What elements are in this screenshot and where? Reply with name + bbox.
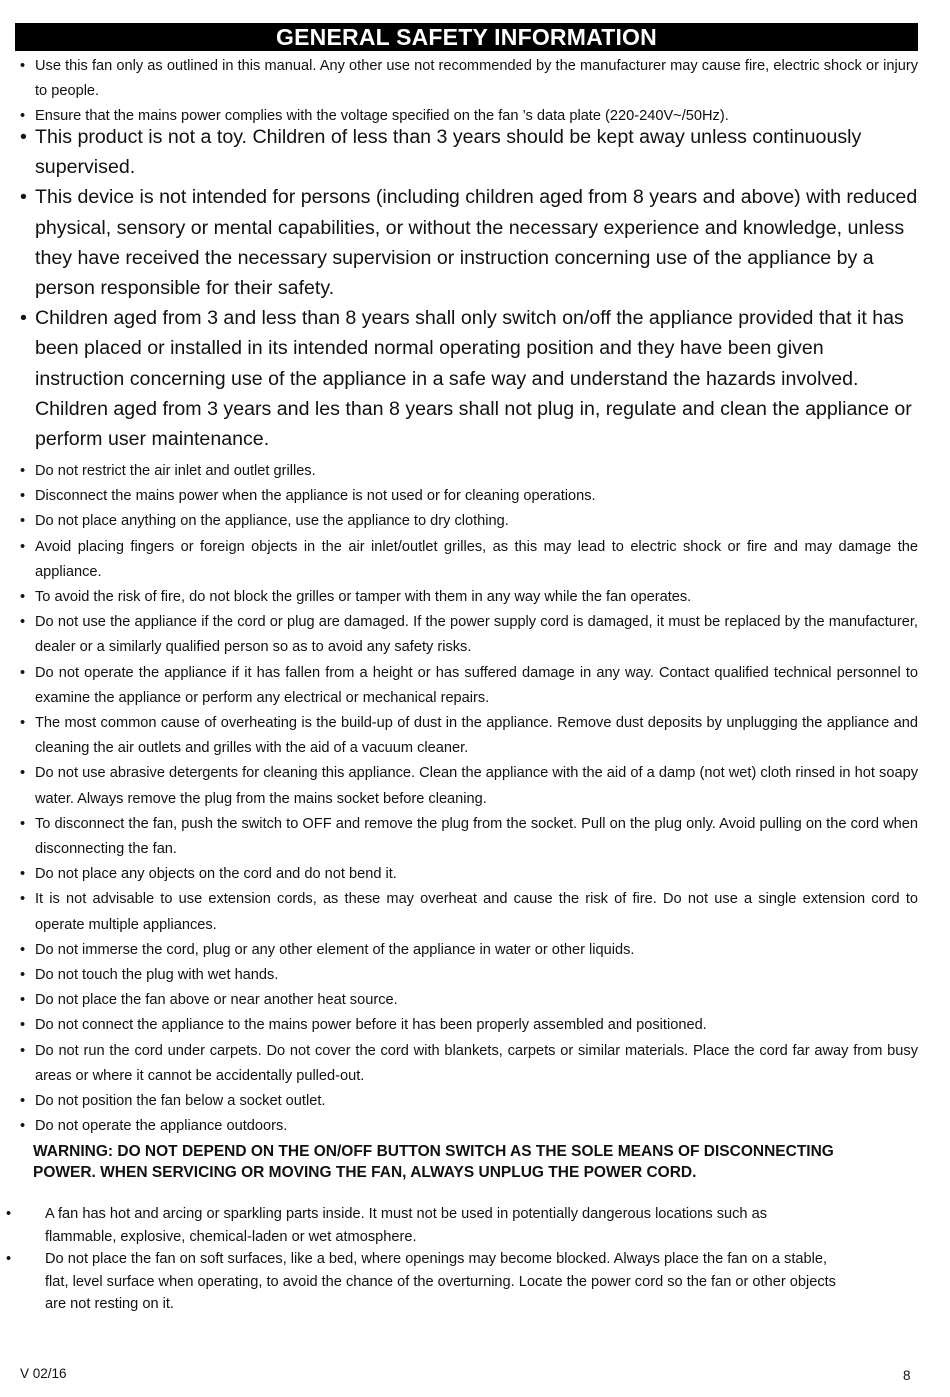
list-item <box>6 1248 838 1316</box>
list-item <box>18 1039 918 1089</box>
bullet-icon: • <box>6 1251 12 1267</box>
bullet-icon: • <box>20 58 26 74</box>
bullet-icon: • <box>20 815 26 832</box>
bullet-icon: • <box>20 941 26 958</box>
list-item-text: Ensure that the mains power complies with the voltage specified on the fan ’s data plate (220-240V~/50Hz). <box>35 108 729 125</box>
list-item-text: Do not use abrasive detergents for cleaning this appliance. Clean the appliance with the aid of a damp (not wet) cloth rinsed in hot soapy water. Always remove the plug from the mains socket before cleaning. <box>35 765 918 807</box>
list-item <box>18 585 918 610</box>
list-item <box>18 862 918 887</box>
list-item-text: Disconnect the mains power when the appliance is not used or for cleaning operations. <box>35 488 596 505</box>
list-item-text: Do not place the fan above or near another heat source. <box>35 992 398 1009</box>
bullet-icon: • <box>20 488 26 505</box>
list-item-text: Do not place the fan on soft surfaces, like a bed, where openings may become blocked. Always place the fan on a stable, flat, level surface when operating, to avoid the chance of the overturning. Locate the power cord so the fan or other objects are not resting on it. <box>45 1251 836 1312</box>
list-item-text: Avoid placing fingers or foreign objects in the air inlet/outlet grilles, as this may lead to electric shock or fire and may damage the appliance. <box>35 538 918 580</box>
list-item <box>18 1013 918 1038</box>
list-item <box>18 182 918 303</box>
list-item <box>18 459 918 484</box>
list-item <box>18 938 918 963</box>
bullet-icon: • <box>20 715 26 732</box>
list-item-text: This device is not intended for persons (including children aged from 8 years and above) with reduced physical, sensory or mental capabilities, or without the necessary experience and knowledge, unless they have received the necessary supervision or instruction concerning use of the appliance by a person responsible for their safety. <box>35 186 918 300</box>
warning-note: WARNING: DO NOT DEPEND ON THE ON/OFF BUTTON SWITCH AS THE SOLE MEANS OF DISCONNECTING POWER. WHEN SERVICING OR MOVING THE FAN, ALWAYS UNPLUG THE POWER CORD. <box>33 1143 834 1181</box>
list-item <box>18 509 918 534</box>
list-item-text: It is not advisable to use extension cords, as these may overheat and cause the risk of fire. Do not use a single extension cord to operate multiple appliances. <box>35 891 918 933</box>
safety-list-main <box>18 459 918 1139</box>
list-item-text: Do not position the fan below a socket outlet. <box>35 1093 326 1110</box>
list-item-text: Do not operate the appliance if it has fallen from a height or has suffered damage in any way. Contact qualified technical personnel to examine the appliance or perform any electrical or mechanical repairs. <box>35 664 918 706</box>
list-item-text: Do not run the cord under carpets. Do not cover the cord with blankets, carpets or similar materials. Place the cord far away from busy areas or where it cannot be accidentally pulled-out. <box>35 1042 918 1084</box>
list-item-text: Children aged from 3 and less than 8 years shall only switch on/off the appliance provided that it has been placed or installed in its intended normal operating position and they have been given instruction concerning use of the appliance in a safe way and understand the hazards involved. Children aged from 3 years and les than 8 years shall not plug in, regulate and clean the appliance or perform user maintenance. <box>35 307 912 451</box>
list-item-text: Do not restrict the air inlet and outlet grilles. <box>35 463 316 479</box>
bullet-icon: • <box>20 1017 26 1034</box>
list-item-text: Do not place anything on the appliance, use the appliance to dry clothing. <box>35 513 509 530</box>
list-item <box>18 535 918 585</box>
list-item <box>18 812 918 862</box>
list-item <box>18 1114 918 1139</box>
list-item-text: To avoid the risk of fire, do not block the grilles or tamper with them in any way while the fan operates. <box>35 589 692 606</box>
list-item <box>18 988 918 1013</box>
bullet-icon: • <box>20 589 26 606</box>
page-number: 8 <box>903 1368 911 1383</box>
list-item <box>18 761 918 811</box>
bullet-icon: • <box>20 1093 26 1110</box>
bullet-icon: • <box>20 992 26 1009</box>
list-item-text: Use this fan only as outlined in this manual. Any other use not recommended by the manufacturer may cause fire, electric shock or injury to people. <box>35 58 918 100</box>
bullet-icon: • <box>20 186 27 209</box>
bullet-icon: • <box>20 463 26 479</box>
list-item <box>18 303 918 454</box>
bullet-icon: • <box>20 1042 26 1059</box>
list-item-text: Do not use the appliance if the cord or plug are damaged. If the power supply cord is damaged, it must be replaced by the manufacturer, dealer or a similarly qualified person so as to avoid any safety risks. <box>35 614 918 656</box>
version-label: V 02/16 <box>20 1366 67 1381</box>
bullet-icon: • <box>6 1206 12 1222</box>
safety-list-intro <box>18 54 918 130</box>
list-item <box>18 54 918 104</box>
safety-list-children <box>18 122 918 454</box>
list-item-text: Do not touch the plug with wet hands. <box>35 967 279 984</box>
bullet-icon: • <box>20 126 27 148</box>
list-item-text: Do not place any objects on the cord and do not bend it. <box>35 866 397 883</box>
section-title: GENERAL SAFETY INFORMATION <box>15 23 918 51</box>
list-item <box>18 887 918 937</box>
list-item <box>18 711 918 761</box>
list-item-text: To disconnect the fan, push the switch to OFF and remove the plug from the socket. Pull on the plug only. Avoid pulling on the cord when disconnecting the fan. <box>35 815 918 858</box>
bullet-icon: • <box>20 866 26 883</box>
list-item <box>18 963 918 988</box>
list-item <box>18 484 918 509</box>
bullet-icon: • <box>20 614 26 631</box>
bullet-icon: • <box>20 967 26 984</box>
bullet-icon: • <box>20 538 26 555</box>
safety-list-final <box>6 1203 838 1316</box>
list-item-text: A fan has hot and arcing or sparkling parts inside. It must not be used in potentially dangerous locations such as flammable, explosive, chemical-laden or wet atmosphere. <box>45 1206 768 1245</box>
bullet-icon: • <box>20 664 26 681</box>
bullet-icon: • <box>20 891 26 908</box>
list-item-text: This product is not a toy. Children of less than 3 years should be kept away unless continuously supervised. <box>35 126 862 179</box>
bullet-icon: • <box>20 307 27 330</box>
list-item <box>6 1203 838 1248</box>
bullet-icon: • <box>20 108 26 125</box>
list-item <box>18 610 918 660</box>
list-item <box>18 1089 918 1114</box>
list-item <box>18 122 918 182</box>
list-item-text: Do not immerse the cord, plug or any other element of the appliance in water or other liquids. <box>35 941 635 958</box>
list-item-text: Do not operate the appliance outdoors. <box>35 1118 288 1135</box>
list-item-text: The most common cause of overheating is the build-up of dust in the appliance. Remove dust deposits by unplugging the appliance and cleaning the air outlets and grilles with the aid of a vacuum cleaner. <box>35 715 918 757</box>
bullet-icon: • <box>20 1118 26 1135</box>
bullet-icon: • <box>20 765 26 782</box>
bullet-icon: • <box>20 513 26 530</box>
list-item-text: Do not connect the appliance to the mains power before it has been properly assembled and positioned. <box>35 1017 707 1034</box>
list-item <box>18 661 918 711</box>
